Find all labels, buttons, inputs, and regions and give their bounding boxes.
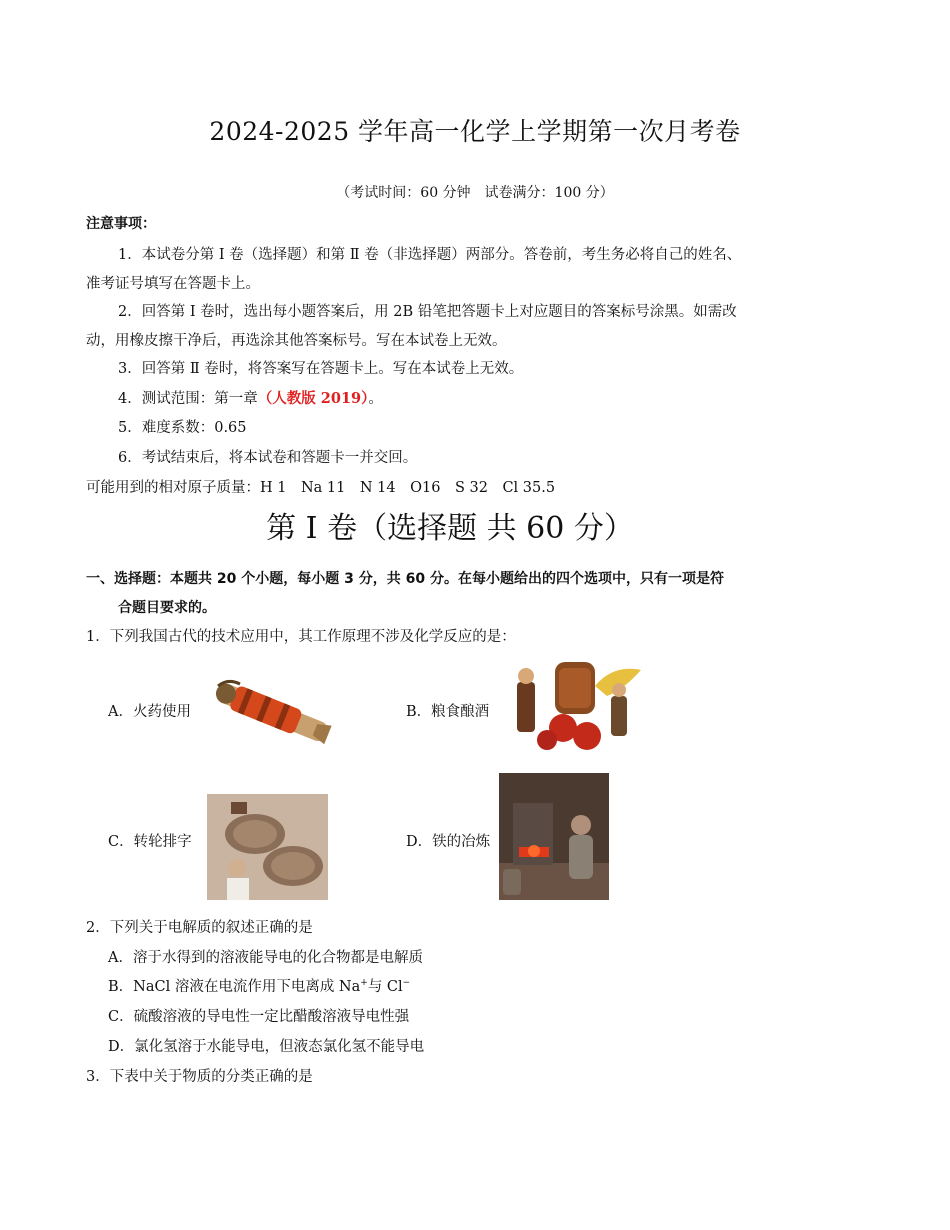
notice-item-3: 3．回答第 Ⅱ 卷时，将答案写在答题卡上。写在本试卷上无效。 bbox=[118, 361, 524, 377]
section-instruction-line-1: 一、选择题：本题共 20 个小题，每小题 3 分，共 60 分。在每小题给出的四个选项中，只有一项是符 bbox=[86, 571, 724, 587]
question-3-stem: 3．下表中关于物质的分类正确的是 bbox=[86, 1069, 313, 1085]
question-1-stem: 1．下列我国古代的技术应用中，其工作原理不涉及化学反应的是： bbox=[86, 629, 516, 645]
atomic-mass-line: 可能用到的相对原子质量：H 1 Na 11 N 14 O16 S 32 Cl 35.5 bbox=[86, 480, 556, 496]
iron-smelting-image bbox=[499, 773, 609, 900]
q2-option-b-text: B．NaCl 溶液在电流作用下电离成 Na bbox=[108, 979, 361, 995]
q1-option-b-label: B．粮食酿酒 bbox=[406, 704, 490, 720]
exam-info: （考试时间：60 分钟 试卷满分：100 分） bbox=[336, 185, 614, 201]
gunpowder-rocket-image bbox=[208, 672, 334, 754]
notice-item-1-line-2: 准考证号填写在答题卡上。 bbox=[86, 276, 260, 292]
charge-plus: + bbox=[360, 978, 368, 989]
q2-option-d: D．氯化氢溶于水能导电，但液态氯化氢不能导电 bbox=[108, 1039, 425, 1055]
type-wheel-image bbox=[207, 794, 328, 900]
q2-option-b bbox=[108, 975, 410, 996]
notice-item-4-suffix: 。 bbox=[368, 391, 383, 407]
q1-option-a-label: A．火药使用 bbox=[108, 704, 191, 720]
notice-item-6: 6．考试结束后，将本试卷和答题卡一并交回。 bbox=[118, 450, 418, 466]
textbook-edition: （人教版 2019） bbox=[257, 390, 369, 407]
notice-item-2-line-2: 动，用橡皮擦干净后，再选涂其他答案标号。写在本试卷上无效。 bbox=[86, 333, 507, 349]
notice-heading: 注意事项： bbox=[86, 216, 156, 232]
q1-option-c-label: C．转轮排字 bbox=[108, 834, 192, 850]
grain-wine-brewing-image bbox=[503, 656, 649, 752]
q1-option-d-label: D．铁的冶炼 bbox=[406, 834, 491, 850]
notice-item-4-text: 4．测试范围：第一章 bbox=[118, 391, 258, 407]
section-instruction-line-2: 合题目要求的。 bbox=[118, 600, 216, 616]
charge-minus: − bbox=[402, 978, 411, 989]
q2-option-a: A．溶于水得到的溶液能导电的化合物都是电解质 bbox=[108, 950, 423, 966]
notice-item-2-line-1: 2．回答第 Ⅰ 卷时，选出每小题答案后，用 2B 铅笔把答题卡上对应题目的答案标号涂黑。如需改 bbox=[118, 304, 737, 320]
notice-item-4 bbox=[118, 387, 383, 408]
section-title: 第 Ⅰ 卷（选择题 共 60 分） bbox=[266, 511, 634, 546]
question-2-stem: 2．下列关于电解质的叙述正确的是 bbox=[86, 920, 313, 936]
q2-option-b-mid: 与 Cl bbox=[367, 979, 403, 995]
notice-item-5: 5．难度系数：0.65 bbox=[118, 420, 247, 436]
notice-item-1-line-1: 1．本试卷分第 Ⅰ 卷（选择题）和第 Ⅱ 卷（非选择题）两部分。答卷前，考生务必将自己的姓名、 bbox=[118, 247, 742, 263]
q2-option-c: C．硫酸溶液的导电性一定比醋酸溶液导电性强 bbox=[108, 1009, 410, 1025]
page-title: 2024-2025 学年高一化学上学期第一次月考卷 bbox=[209, 117, 741, 146]
